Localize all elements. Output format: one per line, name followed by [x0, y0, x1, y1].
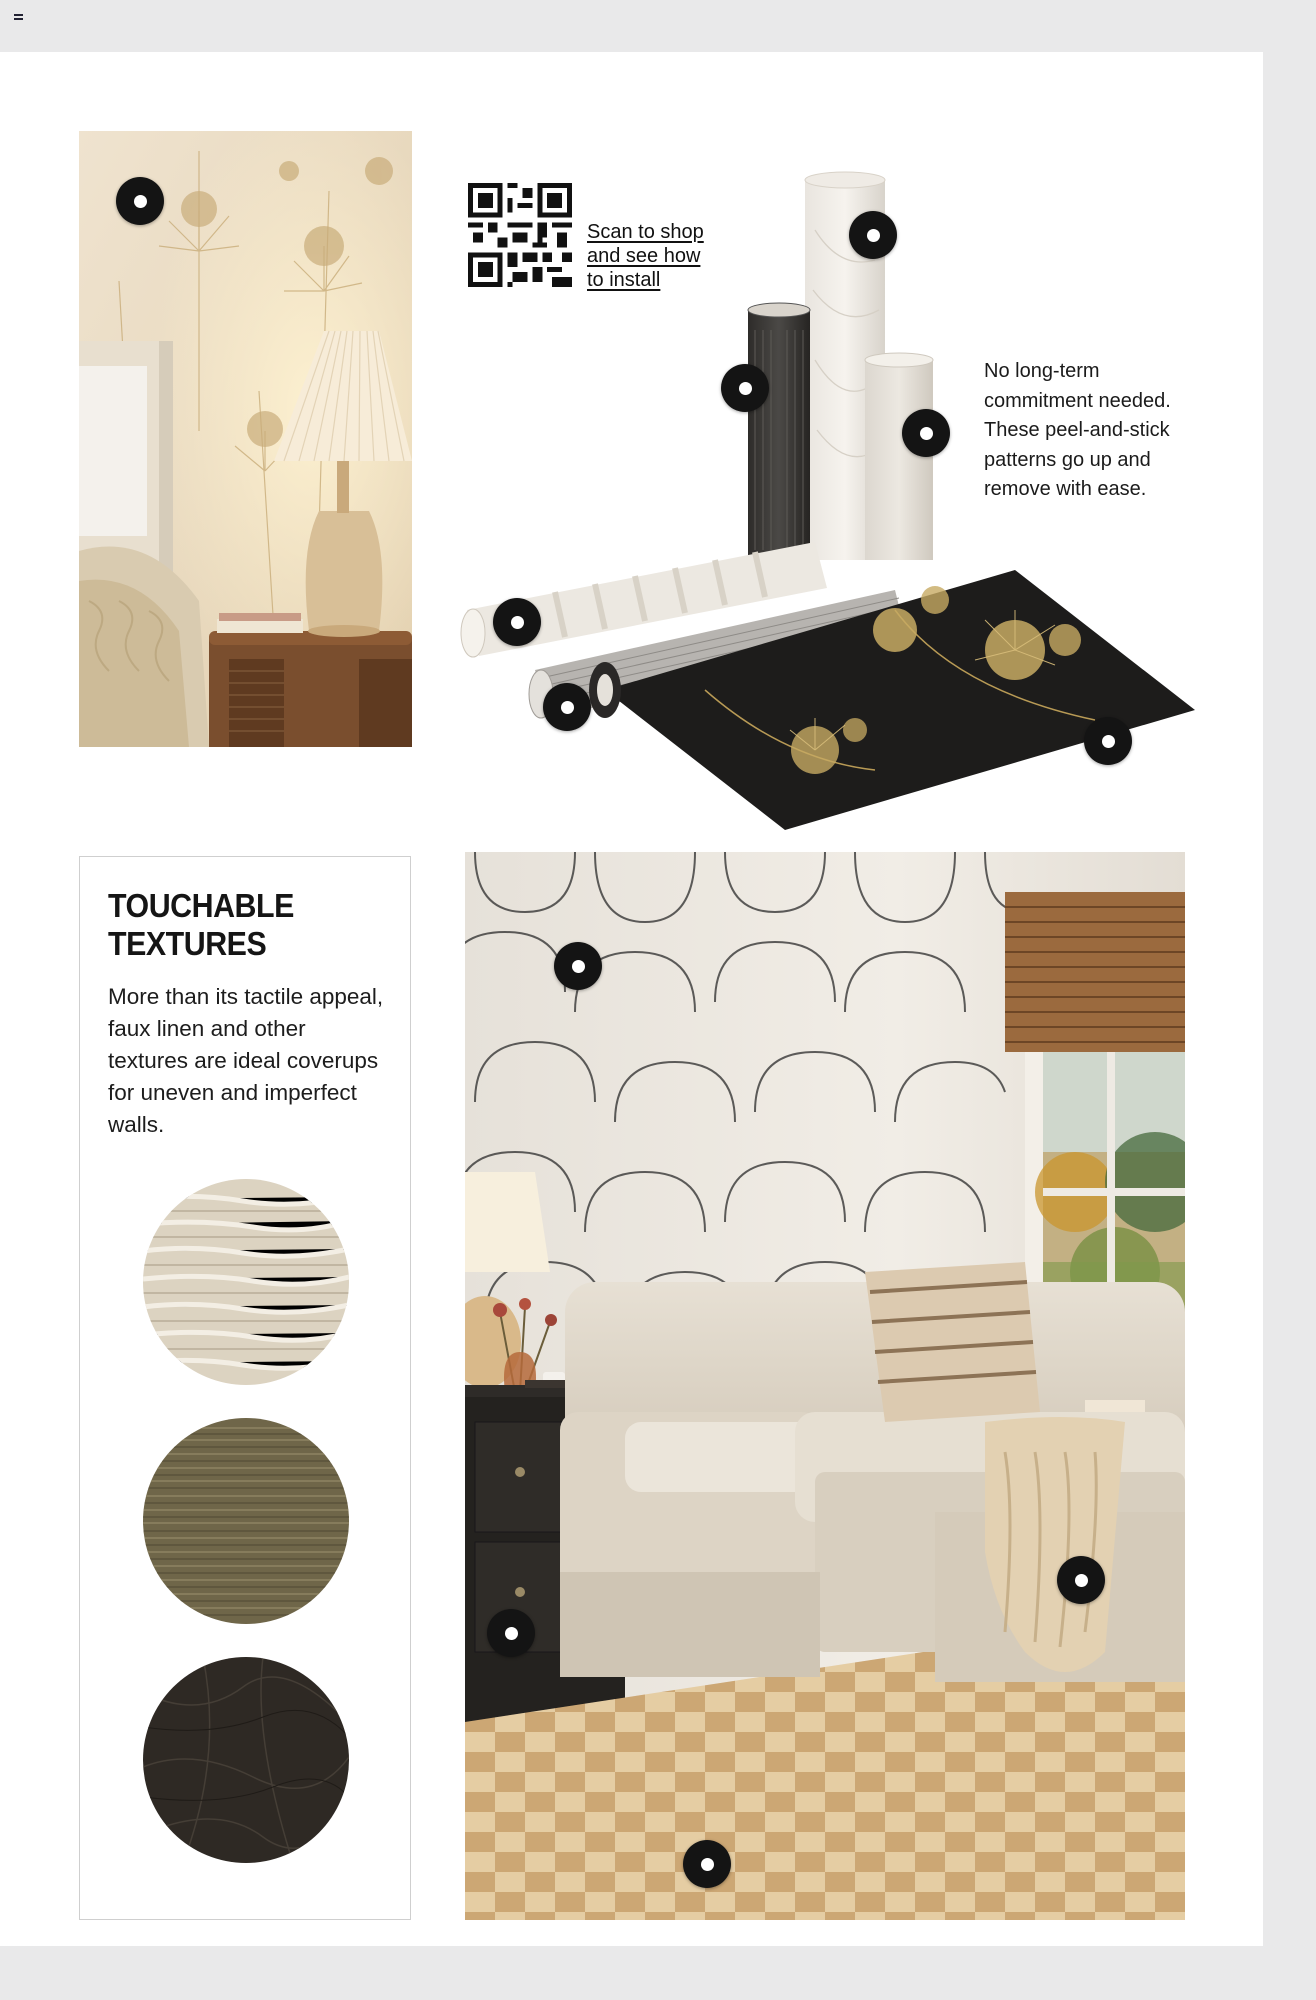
living-room-photo: [465, 852, 1185, 1920]
hotspot-lying-grey-roll[interactable]: [543, 683, 591, 731]
section-body-text: More than its tactile appeal, faux linen and other textures are ideal coverups for uneven and imperfect walls.: [108, 984, 384, 1137]
hotspot-wallpaper-floral[interactable]: [116, 177, 164, 225]
bedroom-wallpaper-photo: [79, 131, 412, 747]
catalog-page: [0, 52, 1263, 1946]
hotspot-textured-roll[interactable]: [902, 409, 950, 457]
hotspot-cream-roll[interactable]: [849, 211, 897, 259]
dark-leather-swatch: [143, 1657, 349, 1863]
hotspot-sofa[interactable]: [1057, 1556, 1105, 1604]
hotspot-rug[interactable]: [683, 1840, 731, 1888]
section-heading: TOUCHABLE TEXTURES: [108, 887, 294, 962]
touchable-textures-box: [79, 856, 411, 1920]
hotspot-dark-stripe-roll[interactable]: [721, 364, 769, 412]
scan-to-shop-link[interactable]: Scan to shop and see how to install: [587, 221, 704, 291]
hotspot-arc-wallpaper[interactable]: [554, 942, 602, 990]
hotspot-nightstand[interactable]: [487, 1609, 535, 1657]
faux-linen-swatch: [143, 1179, 349, 1385]
hotspot-lying-cream-roll[interactable]: [493, 598, 541, 646]
grasscloth-swatch: [143, 1418, 349, 1624]
rolls-note-text: No long-term commitment needed. These peel-and-stick patterns go up and remove with ease.: [984, 360, 1171, 500]
menu-icon[interactable]: [14, 14, 23, 22]
hotspot-black-floral-roll[interactable]: [1084, 717, 1132, 765]
